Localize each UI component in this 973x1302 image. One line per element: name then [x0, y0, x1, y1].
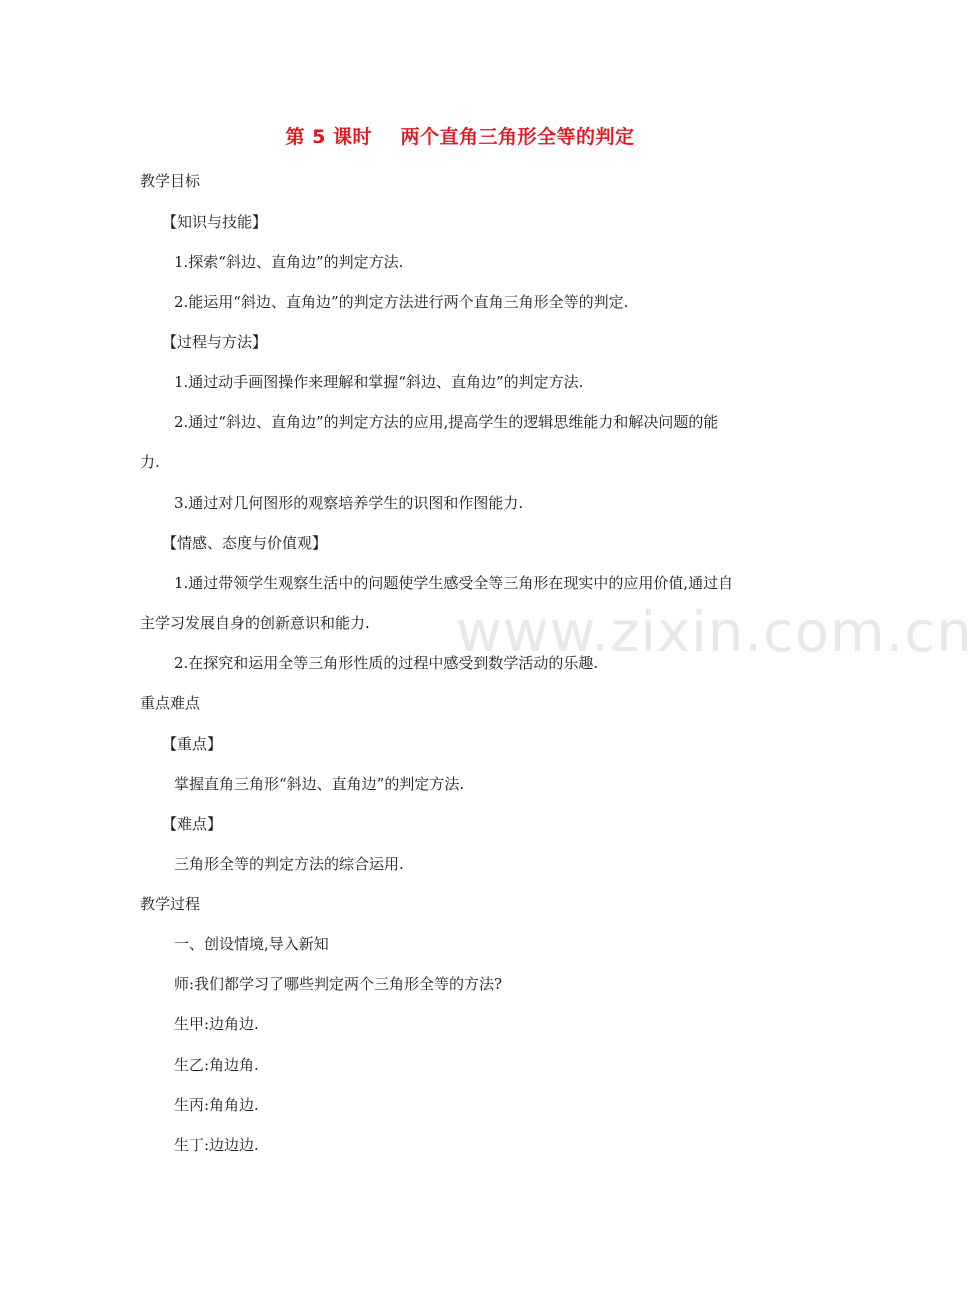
paragraph-key-point: 掌握直角三角形“斜边、直角边”的判定方法.: [174, 775, 465, 793]
subheading-knowledge: 【知识与技能】: [162, 213, 268, 231]
subheading-process: 【过程与方法】: [162, 333, 268, 351]
paragraph-process-2-cont: 力.: [140, 453, 160, 471]
section-heading-key: 重点难点: [140, 694, 201, 712]
subheading-key-point: 【重点】: [162, 735, 223, 753]
section-heading-process: 教学过程: [140, 895, 201, 913]
paragraph-process-1: 1.通过动手画图操作来理解和掌握“斜边、直角边”的判定方法.: [174, 373, 584, 391]
paragraph-student-2: 生乙:角边角.: [174, 1056, 259, 1074]
paragraph-process-3: 3.通过对几何图形的观察培养学生的识图和作图能力.: [174, 494, 524, 512]
paragraph-difficulty: 三角形全等的判定方法的综合运用.: [174, 855, 404, 873]
paragraph-teacher-question: 师:我们都学习了哪些判定两个三角形全等的方法?: [174, 975, 503, 993]
paragraph-student-3: 生丙:角角边.: [174, 1096, 259, 1114]
paragraph-student-4: 生丁:边边边.: [174, 1136, 259, 1154]
paragraph-emotion-1-cont: 主学习发展自身的创新意识和能力.: [140, 614, 370, 632]
paragraph-emotion-1: 1.通过带领学生观察生活中的问题使学生感受全等三角形在现实中的应用价值,通过自: [174, 574, 734, 592]
page-title: 第 5 课时 两个直角三角形全等的判定: [285, 126, 635, 148]
paragraph-emotion-2: 2.在探究和运用全等三角形性质的过程中感受到数学活动的乐趣.: [174, 654, 599, 672]
paragraph-knowledge-1: 1.探索“斜边、直角边”的判定方法.: [174, 253, 404, 271]
subheading-emotion: 【情感、态度与价值观】: [162, 534, 328, 552]
section-heading-goals: 教学目标: [140, 172, 201, 190]
watermark: www.zixin.com.cn: [456, 600, 973, 665]
paragraph-process-2: 2.通过“斜边、直角边”的判定方法的应用,提高学生的逻辑思维能力和解决问题的能: [174, 413, 719, 431]
paragraph-student-1: 生甲:边角边.: [174, 1015, 259, 1033]
paragraph-knowledge-2: 2.能运用“斜边、直角边”的判定方法进行两个直角三角形全等的判定.: [174, 293, 629, 311]
subheading-difficulty: 【难点】: [162, 815, 223, 833]
paragraph-step-1: 一、创设情境,导入新知: [174, 935, 329, 953]
